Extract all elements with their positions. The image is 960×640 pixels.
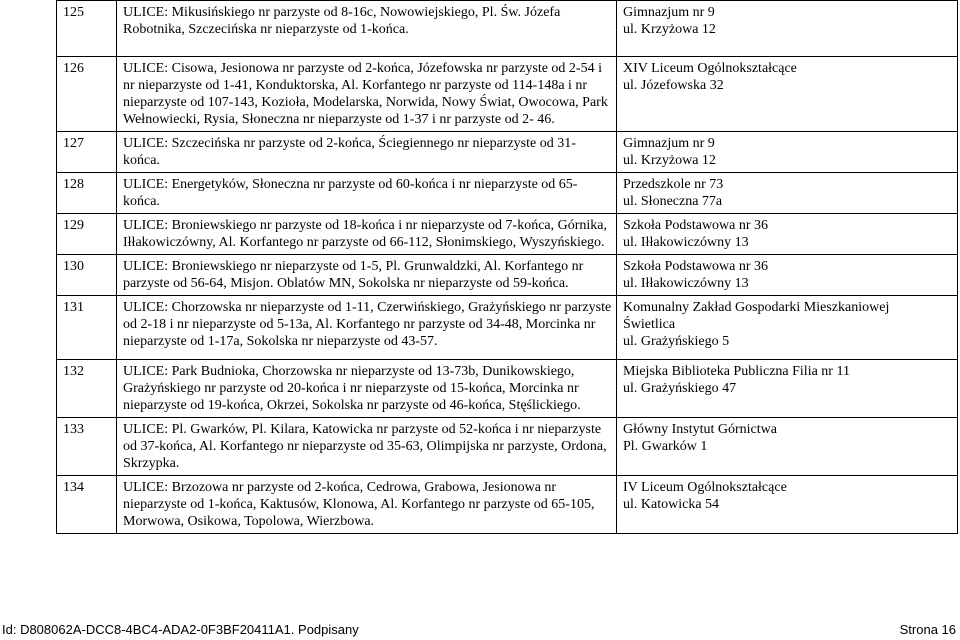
station-address: ul. Grażyńskiego 47 <box>623 381 737 396</box>
streets-description: ULICE: Broniewskiego nr parzyste od 18-końca i nr nieparzyste od 7-końca, Górnika, Iłłakowiczówny, Al. Korfantego nr parzyste od 66-112, Słonimskiego, Wyszyńskiego. <box>117 214 617 255</box>
row-number: 126 <box>57 57 117 132</box>
streets-description: ULICE: Energetyków, Słoneczna nr parzyste od 60-końca i nr nieparzyste od 65-końca. <box>117 173 617 214</box>
row-number: 125 <box>57 1 117 57</box>
streets-description: ULICE: Park Budnioka, Chorzowska nr nieparzyste od 13-73b, Dunikowskiego, Grażyńskiego nr parzyste od 20-końca i nr nieparzyste od 15-końca, Morcinka nr nieparzyste od 19-końca, Okrzei, Sokolska nr parzyste od 46-końca, Stęślickiego. <box>117 360 617 418</box>
row-number: 129 <box>57 214 117 255</box>
table-row <box>57 1 958 57</box>
districts-table <box>56 0 958 534</box>
table-row <box>57 132 958 173</box>
polling-station <box>617 296 958 360</box>
page-number: Strona 16 <box>899 622 956 637</box>
row-number: 134 <box>57 476 117 534</box>
row-number: 130 <box>57 255 117 296</box>
streets-description: ULICE: Brzozowa nr parzyste od 2-końca, Cedrowa, Grabowa, Jesionowa nr nieparzyste od 1-końca, Kaktusów, Klonowa, Al. Korfantego nr parzyste od 65-105, Morwowa, Osikowa, Topolowa, Wierzbowa. <box>117 476 617 534</box>
station-name: Przedszkole nr 73 <box>623 177 724 192</box>
table-row <box>57 476 958 534</box>
station-address: ul. Katowicka 54 <box>623 497 720 512</box>
row-number: 132 <box>57 360 117 418</box>
streets-description: ULICE: Chorzowska nr nieparzyste od 1-11, Czerwińskiego, Grażyńskiego nr parzyste od 2-18 i nr nieparzyste od 5-13a, Al. Korfantego nr parzyste od 34-48, Morcinka nr nieparzyste od 1-17a, Sokolska nr nieparzyste od 43-57. <box>117 296 617 360</box>
station-name: Szkoła Podstawowa nr 36 <box>623 259 769 274</box>
station-address: ul. Słoneczna 77a <box>623 194 723 209</box>
streets-description: ULICE: Cisowa, Jesionowa nr parzyste od 2-końca, Józefowska nr parzyste od 2-54 i nr nieparzyste od 1-41, Konduktorska, Al. Korfantego nr parzyste od 114-148a i nr nieparzyste od 107-143, Kozioła, Modelarska, Norwida, Nowy Świat, Owocowa, Park Wełnowiecki, Rysia, Słoneczna nr nieparzyste od 1-37 i nr parzyste od 2- 46. <box>117 57 617 132</box>
table-row <box>57 360 958 418</box>
polling-station <box>617 132 958 173</box>
table-row <box>57 57 958 132</box>
station-address: ul. Iłłakowiczówny 13 <box>623 235 749 250</box>
station-name: Miejska Biblioteka Publiczna Filia nr 11 <box>623 364 850 379</box>
polling-station <box>617 418 958 476</box>
station-name: Komunalny Zakład Gospodarki Mieszkaniowej <box>623 300 890 315</box>
row-number: 133 <box>57 418 117 476</box>
station-subname: Świetlica <box>623 317 676 332</box>
row-number: 127 <box>57 132 117 173</box>
row-number: 131 <box>57 296 117 360</box>
station-name: Szkoła Podstawowa nr 36 <box>623 218 769 233</box>
station-address: ul. Iłłakowiczówny 13 <box>623 276 749 291</box>
polling-station <box>617 255 958 296</box>
table-body <box>57 1 958 534</box>
station-address: ul. Krzyżowa 12 <box>623 22 716 37</box>
station-address: ul. Krzyżowa 12 <box>623 153 716 168</box>
streets-description: ULICE: Szczecińska nr parzyste od 2-końca, Ściegiennego nr nieparzyste od 31-końca. <box>117 132 617 173</box>
document-id: Id: D808062A-DCC8-4BC4-ADA2-0F3BF20411A1. Podpisany <box>2 622 359 637</box>
station-address: ul. Józefowska 32 <box>623 78 724 93</box>
station-name: Główny Instytut Górnictwa <box>623 422 777 437</box>
streets-description: ULICE: Mikusińskiego nr parzyste od 8-16c, Nowowiejskiego, Pl. Św. Józefa Robotnika, Szczecińska nr nieparzyste od 1-końca. <box>117 1 617 57</box>
polling-station <box>617 57 958 132</box>
station-address: ul. Grażyńskiego 5 <box>623 334 730 349</box>
row-number: 128 <box>57 173 117 214</box>
table-row <box>57 418 958 476</box>
station-name: XIV Liceum Ogólnokształcące <box>623 61 797 76</box>
table-row <box>57 255 958 296</box>
table-row <box>57 214 958 255</box>
station-name: IV Liceum Ogólnokształcące <box>623 480 787 495</box>
polling-station <box>617 476 958 534</box>
station-address: Pl. Gwarków 1 <box>623 439 708 454</box>
streets-description: ULICE: Broniewskiego nr nieparzyste od 1-5, Pl. Grunwaldzki, Al. Korfantego nr parzyste od 56-64, Misjon. Oblatów MN, Sokolska nr nieparzyste od 59-końca. <box>117 255 617 296</box>
polling-station <box>617 173 958 214</box>
table-row <box>57 296 958 360</box>
table-row <box>57 173 958 214</box>
station-name: Gimnazjum nr 9 <box>623 5 715 20</box>
polling-station <box>617 360 958 418</box>
station-name: Gimnazjum nr 9 <box>623 136 715 151</box>
streets-description: ULICE: Pl. Gwarków, Pl. Kilara, Katowicka nr parzyste od 52-końca i nr nieparzyste od 37-końca, Al. Korfantego nr nieparzyste od 35-63, Olimpijska nr parzyste, Ordona, Skrzypka. <box>117 418 617 476</box>
polling-station <box>617 214 958 255</box>
polling-station <box>617 1 958 57</box>
